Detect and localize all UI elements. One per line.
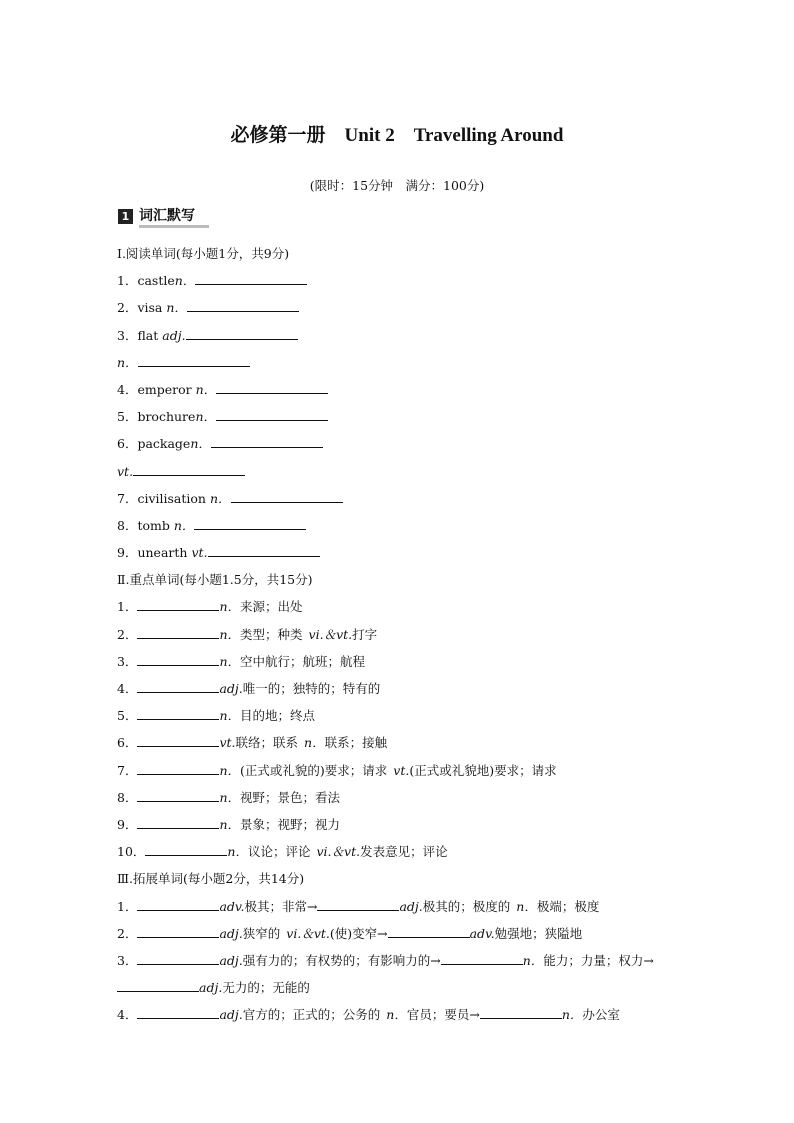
list-item: 2． n．类型；种类 vi.＆vt.打字 xyxy=(117,626,378,642)
list-item: 7．civilisation n． xyxy=(117,485,682,512)
list-item: 7． n．(正式或礼貌的)要求；请求 vt.(正式或礼貌地)要求；请求 xyxy=(117,762,557,778)
list-item: 3． adj.强有力的；有权势的；有影响力的→ n．能力；力量；权力→adj.无力的；无能的 xyxy=(117,952,654,996)
section-label: 词汇默写 xyxy=(139,205,209,228)
answer-blank[interactable] xyxy=(216,381,328,394)
list-item: 8．tomb n． xyxy=(117,512,682,539)
answer-blank[interactable] xyxy=(137,816,219,829)
answer-blank[interactable] xyxy=(137,598,219,611)
answer-blank[interactable] xyxy=(186,327,298,340)
answer-blank[interactable] xyxy=(388,925,470,938)
answer-blank[interactable] xyxy=(208,544,320,557)
list-item: 1． n．来源；出处 xyxy=(117,599,303,615)
part3-heading: Ⅲ.拓展单词(每小题2分，共14分) xyxy=(117,871,305,887)
answer-blank[interactable] xyxy=(137,789,219,802)
list-item: 8． n．视野；景色；看法 xyxy=(117,789,341,805)
answer-blank[interactable] xyxy=(137,925,219,938)
list-item: 3． n．空中航行；航班；航程 xyxy=(117,653,366,669)
list-item: 9． n．景象；视野；视力 xyxy=(117,816,341,832)
section-header xyxy=(118,205,209,227)
list-item: 1． adv.极其；非常→ adj.极其的；极度的 n．极端；极度 xyxy=(117,898,600,914)
list-item: 3．flat adj. xyxy=(117,322,682,349)
list-item: 4． adj.官方的；正式的；公务的 n．官员；要员→ n．办公室 xyxy=(117,1007,620,1023)
answer-blank[interactable] xyxy=(211,435,323,448)
list-item: 4． adj.唯一的；独特的；特有的 xyxy=(117,681,381,696)
answer-blank[interactable] xyxy=(195,272,307,285)
answer-blank[interactable] xyxy=(480,1006,562,1019)
time-score-note: (限时：15分钟 满分：100分) xyxy=(309,178,485,193)
list-item: n． xyxy=(117,349,682,376)
answer-blank[interactable] xyxy=(133,463,245,476)
answer-blank[interactable] xyxy=(137,898,219,911)
list-item: 6．packagen． xyxy=(117,430,682,457)
list-item: 6． vt.联络；联系 n．联系；接触 xyxy=(117,735,388,751)
answer-blank[interactable] xyxy=(194,517,306,530)
answer-blank[interactable] xyxy=(216,408,328,421)
answer-blank[interactable] xyxy=(137,707,219,720)
list-item: 2．visa n． xyxy=(117,294,682,321)
answer-blank[interactable] xyxy=(137,680,219,693)
list-item: 9．unearth vt. xyxy=(117,539,682,566)
list-item: 1．castlen． xyxy=(117,267,682,294)
list-item: vt. xyxy=(117,458,682,485)
answer-blank[interactable] xyxy=(137,952,219,965)
list-item: 5． n．目的地；终点 xyxy=(117,708,316,724)
answer-blank[interactable] xyxy=(137,626,219,639)
answer-blank[interactable] xyxy=(231,490,343,503)
part2-heading: Ⅱ.重点单词(每小题1.5分，共15分) xyxy=(117,572,313,588)
answer-blank[interactable] xyxy=(441,952,523,965)
answer-blank[interactable] xyxy=(137,653,219,666)
list-item: 2． adj.狭窄的 vi.＆vt.(使)变窄→ adv.勉强地；狭隘地 xyxy=(117,925,583,941)
answer-blank[interactable] xyxy=(137,762,219,775)
answer-blank[interactable] xyxy=(138,354,250,367)
list-item: 4．emperor n． xyxy=(117,376,682,403)
answer-blank[interactable] xyxy=(187,299,299,312)
answer-blank[interactable] xyxy=(117,979,199,992)
answer-blank[interactable] xyxy=(317,898,399,911)
part1-heading: Ⅰ.阅读单词(每小题1分，共9分) xyxy=(117,246,290,261)
worksheet-body xyxy=(117,240,682,1028)
section-number-icon: 1 xyxy=(118,209,133,224)
page-title: 必修第一册 Unit 2 Travelling Around xyxy=(230,125,564,146)
answer-blank[interactable] xyxy=(145,843,227,856)
answer-blank[interactable] xyxy=(137,734,219,747)
answer-blank[interactable] xyxy=(137,1006,219,1019)
list-item: 5．brochuren． xyxy=(117,403,682,430)
list-item: 10． n．议论；评论 vi.＆vt.发表意见；评论 xyxy=(117,844,448,860)
